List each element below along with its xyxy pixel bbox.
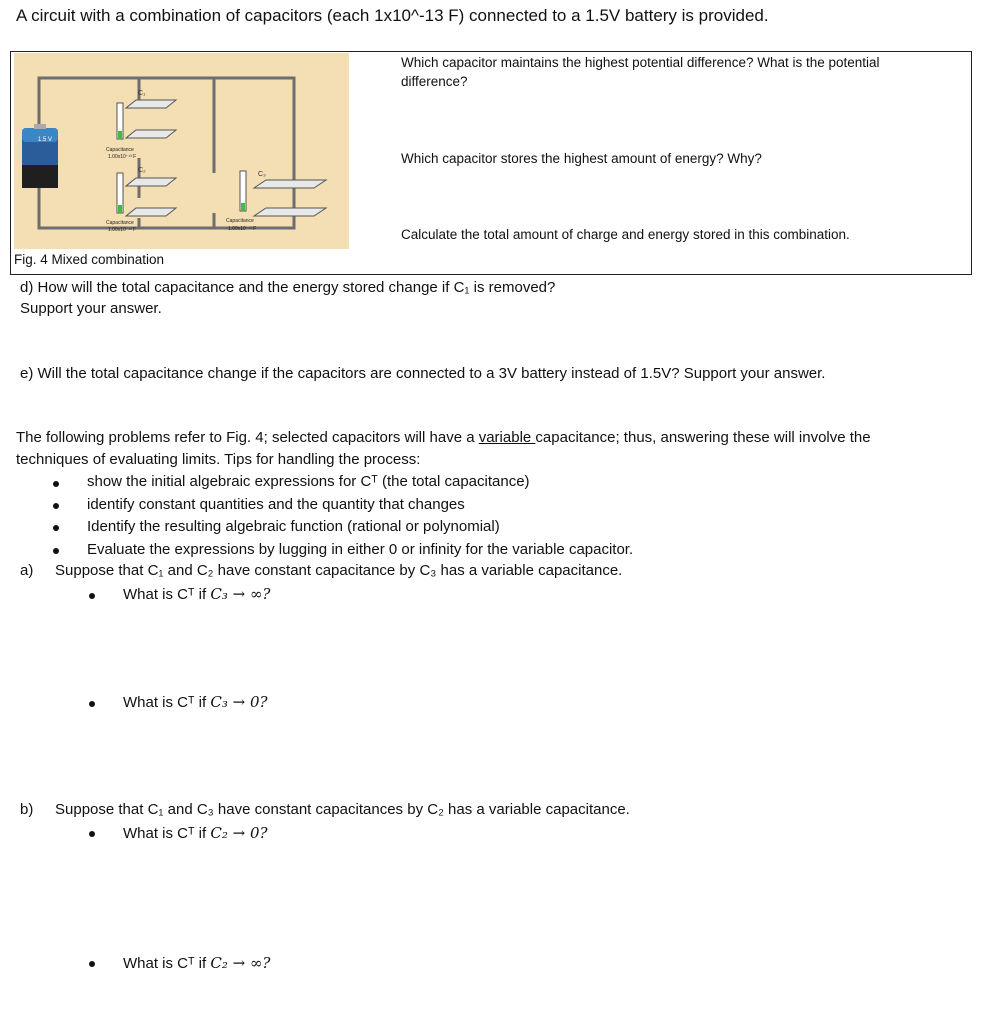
intro-line-1-pre: The following problems refer to Fig. 4; selected capacitors will have a xyxy=(16,429,479,446)
intro-line-1-post: capacitance; thus, answering these will involve the xyxy=(535,429,871,446)
intro-underline: variable xyxy=(478,429,536,446)
bullet-dot xyxy=(53,548,59,554)
part-b-q1-math: C₂ → 0? xyxy=(210,824,268,842)
tip-2: identify constant quantities and the quantity that changes xyxy=(87,496,465,513)
question-e: e) Will the total capacitance change if the capacitors are connected to a 3V battery instead of 1.5V? Support your answer. xyxy=(20,365,826,382)
c3-label: C₃ xyxy=(258,171,266,178)
figure-box xyxy=(10,51,972,275)
part-a-q1-math: C₃ → ∞? xyxy=(210,585,271,603)
intro-line-1 xyxy=(16,429,871,446)
part-b-q2 xyxy=(123,954,270,972)
intro-line-2: techniques of evaluating limits. Tips for handling the process: xyxy=(16,451,421,468)
bullet-dot xyxy=(89,593,95,599)
bullet-dot xyxy=(89,961,95,967)
question-d-line1: d) How will the total capacitance and the energy stored change if C₁ is removed? xyxy=(20,279,556,296)
c2-label: C₂ xyxy=(138,167,146,174)
part-b-q2-math: C₂ → ∞? xyxy=(210,954,271,972)
tip-1: show the initial algebraic expressions for Cᵀ (the total capacitance) xyxy=(87,473,530,490)
c1-cap-label: Capacitance xyxy=(106,147,134,153)
c3-cap-value: 1.00x10⁻¹³ F xyxy=(228,226,257,232)
part-a-q2-math: C₃ → 0? xyxy=(210,693,268,711)
tip-3: Identify the resulting algebraic function (rational or polynomial) xyxy=(87,518,500,535)
part-a-q2 xyxy=(123,693,268,711)
page-title: A circuit with a combination of capacitors (each 1x10^-13 F) connected to a 1.5V battery is provided. xyxy=(16,6,769,25)
figure-question-2: Which capacitor stores the highest amount of energy? Why? xyxy=(401,151,762,166)
part-a-q1 xyxy=(123,585,270,603)
part-b-text: Suppose that C₁ and C₃ have constant capacitances by C₂ has a variable capacitance. xyxy=(55,801,630,818)
bullet-dot xyxy=(53,525,59,531)
part-b-q2-text: What is Cᵀ if xyxy=(123,955,211,972)
part-a-q2-text: What is Cᵀ if xyxy=(123,694,211,711)
c2-cap-value: 1.00x10⁻¹³ F xyxy=(108,227,137,233)
bullet-dot xyxy=(53,481,59,487)
circuit-diagram xyxy=(14,53,349,249)
bullet-dot xyxy=(53,503,59,509)
bullet-dot xyxy=(89,831,95,837)
figure-question-1: Which capacitor maintains the highest potential difference? What is the potential difference? xyxy=(401,55,880,89)
bullet-dot xyxy=(89,701,95,707)
battery-icon xyxy=(22,124,58,188)
question-d-line2: Support your answer. xyxy=(20,300,162,317)
part-b-q1-text: What is Cᵀ if xyxy=(123,825,211,842)
c2-cap-label: Capacitance xyxy=(106,220,134,226)
battery-label: 1.5 V xyxy=(38,137,53,143)
part-b-q1 xyxy=(123,824,268,842)
figure-question-3: Calculate the total amount of charge and energy stored in this combination. xyxy=(401,227,850,242)
c1-label: C₁ xyxy=(138,90,146,97)
part-a-q1-text: What is Cᵀ if xyxy=(123,586,211,603)
part-b-label: b) xyxy=(20,801,34,818)
c1-cap-value: 1.00x10⁻¹³ F xyxy=(108,154,137,160)
part-a-text: Suppose that C₁ and C₂ have constant capacitance by C₃ has a variable capacitance. xyxy=(55,562,623,579)
tip-4: Evaluate the expressions by lugging in either 0 or infinity for the variable capacitor. xyxy=(87,541,634,558)
figure-caption: Fig. 4 Mixed combination xyxy=(14,252,165,267)
part-a-label: a) xyxy=(20,562,34,579)
c3-cap-label: Capacitance xyxy=(226,218,254,224)
